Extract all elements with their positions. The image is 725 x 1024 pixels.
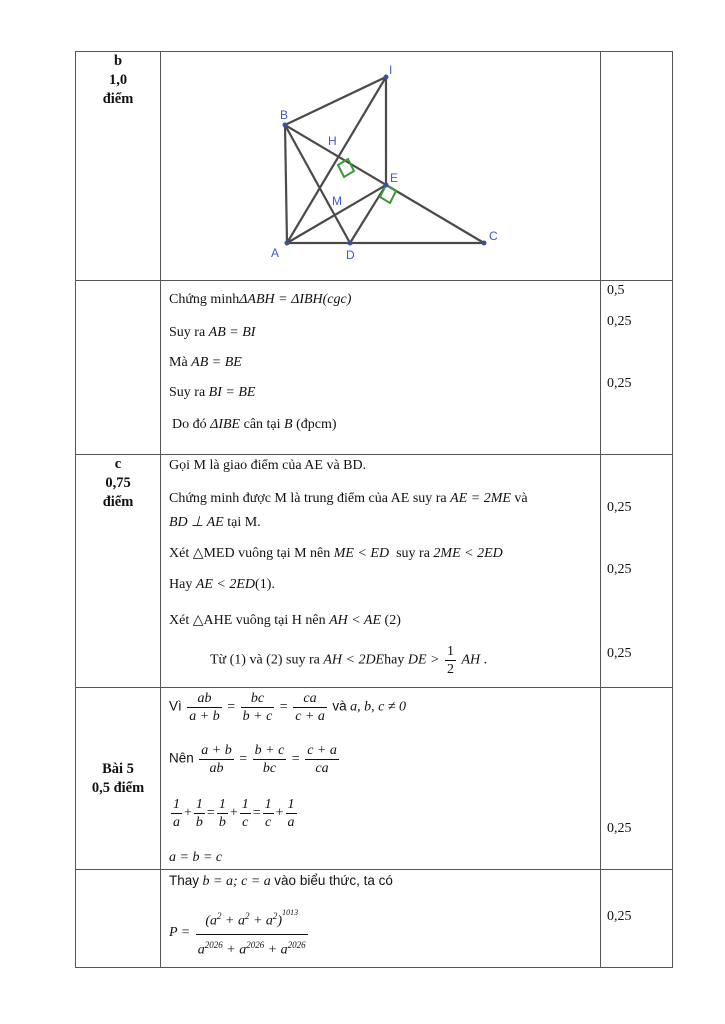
substitution-score-cell [601,870,673,968]
bai5-label: Bài 5 [102,760,134,777]
label-e: E [390,171,399,185]
figure-points [283,75,487,246]
part-c-line-4: Xét △MED vuông tại M nên ME < ED suy ra 2ME < 2ED [169,546,503,561]
part-c-label-cell [76,455,161,688]
part-b-points: 1,0 [108,72,128,88]
bai5-line-1: Vì $\frac{ab}{a + b}$ = $\frac{bc}{b + c}$ = $\frac{ca}{c + a}$ và a, b, c ≠ 0 [169,691,407,724]
part-c-cell [161,455,601,688]
label-i: I [389,63,393,77]
fraction-one-half: $\frac{1}{2}$ [446,644,454,677]
substitution-line-1: Thay b = a; c = a vào biểu thức, ta có [169,873,393,889]
label-b: B [280,108,289,122]
part-c-score-2: 0,25 [607,562,632,577]
bai5-line-3: $\frac{1}{a}$ + $\frac{1}{b}$ = $\frac{1}{b}$ + $\frac{1}{c}$ = $\frac{1}{c}$ + $\frac{1}{a}$ [173,797,295,830]
p-fraction: $\frac{(a^2 + a^2 + a^2)^{1013}}{a^{2026} + a^{2026} + a^{2026}}$ [196,905,308,960]
bai5-score: 0,25 [607,821,632,836]
part-c-points: 0,75 [105,475,131,491]
point-c [482,241,487,246]
bai5-label-cell [76,688,161,870]
point-d [348,241,353,246]
proof-score-3: 0,25 [607,376,632,391]
part-c-score-cell [601,455,673,688]
part-c-line-3: BD ⊥ AE tại M. [169,515,261,530]
proof-cell [161,281,601,455]
label-m: M [332,194,342,208]
proof-score-cell [601,281,673,455]
proof-line-1: Chứng minhΔABH = ΔIBH(cgc) [169,292,352,307]
geometry-figure [161,52,601,281]
segment-ba [285,125,287,243]
row-proof [76,281,673,455]
proof-line-2: Suy ra AB = BI [169,325,256,340]
proof-label-cell [76,281,161,455]
substitution-label-cell [76,870,161,968]
label-c: C [489,229,498,243]
figure-lines [285,77,484,243]
point-i [384,75,389,80]
figure-cell [161,52,601,281]
bai5-line-4: a = b = c [169,850,223,865]
row-bai-5 [76,688,673,870]
point-a [285,241,290,246]
substitution-score: 0,25 [607,909,632,924]
grading-table [75,51,673,968]
part-c-score-1: 0,25 [607,500,632,515]
part-b-unit: điểm [102,91,134,107]
part-c-label: c [114,456,122,472]
row-part-b-figure [76,52,673,281]
label-a: A [271,246,280,260]
label-h: H [328,134,337,148]
part-c-unit: điểm [102,494,134,510]
bai5-cell [161,688,601,870]
substitution-cell [161,870,601,968]
bai5-score-cell [601,688,673,870]
part-c-score-3: 0,25 [607,646,632,661]
part-c-line-1: Gọi M là giao điểm của AE và BD. [169,458,367,473]
substitution-formula: P = $\frac{(a^2 + a^2 + a^2)^{1013}}{a^{2026} + a^{2026} + a^{2026}}$ [169,905,310,960]
part-c-line-5: Hay AE < 2ED(1). [169,577,275,592]
part-c-line-7: Từ (1) và (2) suy ra AH < 2DEhay DE > $\frac{1}{2}$ AH . [210,644,488,677]
point-e [384,183,389,188]
proof-line-3: Mà AB = BE [169,355,242,370]
point-b [283,123,288,128]
label-d: D [346,248,355,262]
part-b-label: b [113,53,123,69]
proof-line-5: Do đó ΔIBE cân tại B (đpcm) [172,417,337,432]
part-b-score-cell [601,52,673,281]
bai5-line-2: Nên $\frac{a + b}{ab}$ = $\frac{b + c}{bc}$ = $\frac{c + a}{ca}$ [169,743,337,776]
proof-score-2: 0,25 [607,314,632,329]
bai5-points: 0,5 điểm [91,779,145,796]
part-c-line-6: Xét △AHE vuông tại H nên AH < AE (2) [169,613,401,628]
proof-score-1: 0,5 [607,283,625,298]
proof-line-4: Suy ra BI = BE [169,385,256,400]
row-substitution [76,870,673,968]
part-c-line-2: Chứng minh được M là trung điểm của AE suy ra AE = 2ME và [169,491,528,506]
row-part-c [76,455,673,688]
part-b-label-cell [76,52,161,281]
